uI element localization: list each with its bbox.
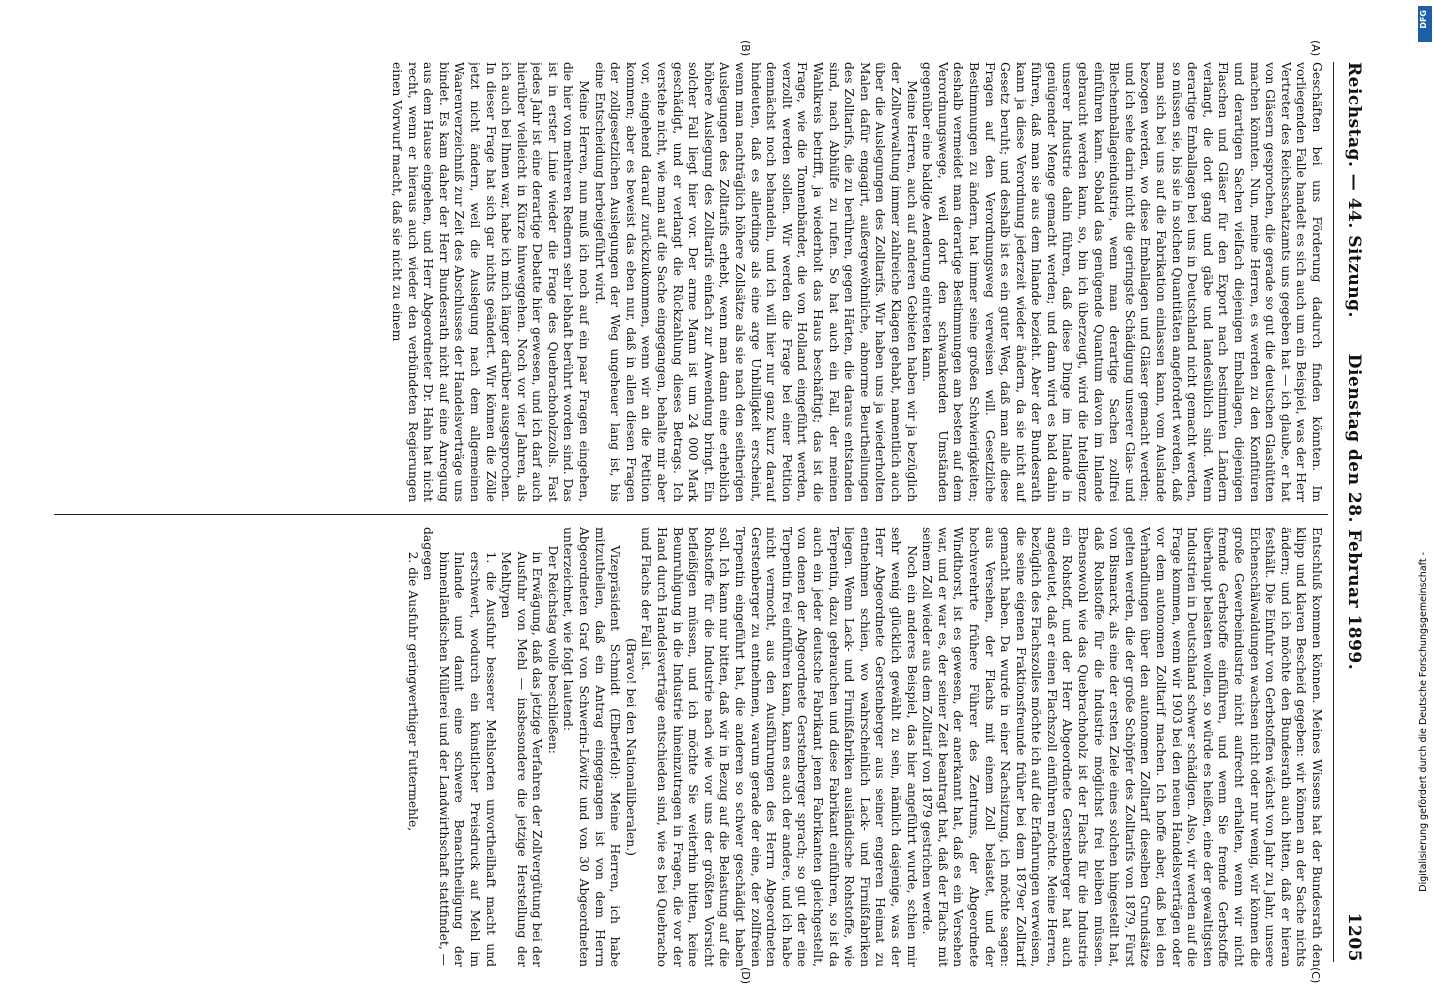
motion-intro: Der Reichstag wolle beschließen: — [545, 545, 560, 754]
paragraph: Meine Herren, nun muß ich noch auf ein paar Fragen eingehen, die hier von mehreren Rednern sehr lebhaft berührt worden sind. Das ist in erster Linie wieder die Frage des Quebrachoholzzolls. Fast jedes Jahr ist eine derartige Debatte hier gewesen, und ich darf auch hierüber vielleicht in Kürze hinweggehen. Noch vor vier Jahren, als ich auch bei Ihnen war, habe ich mich länger darüber ausgesprochen. In dieser Frage hat sich gar nichts geändert. Wir können die Zölle jetzt nicht ändern, weil die Auslegung nach dem allgemeinen Waarenverzeichniß zur Zeit des Abschlusses der Handelsverträge uns bindet. Es kam daher der Herr Bundesrath nicht auf eine Anregung aus dem Hause eingehen, und Herr Abgeordneter Dr. Hahn hat nicht recht, wenn er hieraus auch wieder den verbündeten Regierungen einen Vorwurf macht, daß sie nicht zu einem — [389, 62, 592, 502]
margin-marker-d: (D) — [739, 967, 752, 985]
left-text-column — [54, 62, 1324, 502]
right-text-column — [54, 527, 1324, 967]
page-number: 1205 — [1344, 912, 1364, 962]
applause-note: (Bravo! bei den Nationalliberalen.) — [623, 638, 638, 856]
column-divider — [54, 514, 1328, 515]
dfg-logo — [1418, 6, 1432, 42]
paragraph: Noch ein anderes Beispiel, das hier angeführt wurde, schien mir sehr wenig glücklich gewählt zu sein, nämlich dasjenige, was der Herr Abgeordnete Gerstenberger aus seiner engeren Heimat zu entnehmen schien, wo wahrscheinlich Lack- und Firnißfabriken liegen. Wenn Lack- und Firnißfabriken ausländische Rohstoffe, wie Terpentin, dazu gebrauchen und diese Fabrikant einführen, so ist da auch ein jeder deutsche Fabrikant jenen Fabrikanten gleichgestellt, von denen der Abgeordnete Gerstenberger sprach; so gut der eine Terpentin frei einführen kann, kann es auch der andere, und ich habe nicht vermocht, aus den Ausführungen des Herrn Abgeordneten Gerstenberger zu entnehmen, warum gerade der eine, der zollfreien Terpentin eingeführt hat, die anderen so schwer geschädigt haben soll. Ich kann nur bitten, daß wir in Bezug auf die Belastung auf die Rohstoffe für die Industrie nach wie vor uns der größten Vorsicht befleißigen müssen, und ich möchte Sie weiterhin bitten, keine Beunruhigung in die Industrie hineinzutragen in Fragen, die vor der Hand durch Handelsverträge entschieden sind, wie es bei Quebracho und Flachs der Fall ist. — [639, 527, 919, 967]
motion-connector: dagegen — [421, 527, 436, 581]
page-header — [1334, 62, 1364, 962]
header-rule — [1333, 62, 1334, 962]
motion-item-2: 2. die Ausfuhr geringwerthiger Futtermehle, — [405, 551, 420, 832]
digitization-sidebar — [1416, 0, 1434, 1000]
motion-item-1: 1. die Ausfuhr besserer Mehlsorten unvortheilhaft macht und erschwert, wodurch ein künstlicher Preisdruck auf Mehl im Inlande und damit eine schwere Benachtheiligung der binnenländischen Müllerei und der Landwirthschaft stattfindet, — — [436, 551, 498, 967]
dfg-logo-text: DFG — [1419, 10, 1428, 29]
margin-marker-c: (C) — [1309, 967, 1322, 984]
header-date: Dienstag den 28. Februar 1899. — [1344, 353, 1364, 671]
margin-marker-b: (B) — [739, 40, 752, 57]
dfg-credit-text: Digitalisierung gefördert durch die Deutsche Forschungsgemeinschaft - — [1418, 552, 1429, 892]
paragraph: Geschäften bei uns Förderung dadurch finden könnten. Im vorliegenden Falle handelt es sich auch um ein Beispiel, was der Herr Vertreter des Reichsschatzamts uns gegeben hat — ich glaube, er hat von Gläsern gesprochen, die gerade so gut die deutschen Glashütten machen könnten. Nun, meine Herren, es werden zu den Konfitüren und derartigen Sachen vielfach diejenigen Emballagen, diejenigen Flaschen und Gläser für den Export nach bestimmten Ländern verlangt, die dort gang und gäbe und landesüblich sind. Wenn derartige Emballagen bei uns in Deutschland nicht gemacht werden, so müssen sie, bis sie in solchen Quantitäten angefordert werden, daß man sich bei uns auf die Fabrikation einlassen kann, vom Auslande bezogen werden, wo diese Emballagen und Gläser gemacht werden; und ich sehe darin nicht die geringste Schädigung unserer Glas- und Blechemballageindustrie, wenn man derartige Sachen zollfrei einführen kann. Sobald das genügende Quantum davon im Inlande gebraucht werden kann, so, bin ich überzeugt, wird die Intelligenz unserer Industrie dahin führen, daß diese Dinge im Inlande in genügender Menge gemacht werden; und dann wird es bald dahin führen, daß man sie aus dem Inlande bezieht. Aber der Bundesrath kann ja diese Verordnung jederzeit wieder ändern, da sie nicht auf Gesetz beruht; und deshalb ist es ein guter Weg, daß man alle diese Fragen auf den Verordnungsweg verweisen will. Gesetzliche Bestimmungen zu ändern, hat immer seine großen Schwierigkeiten; deshalb vermeidet man derartige Bestimmungen am besten auf dem Verordnungswege, weil dort den schwankenden Umständen gegenüber eine baldige Aenderung eintreten kann. — [920, 62, 1324, 502]
paragraph: Meine Herren, auch auf anderen Gebieten haben wir ja bezüglich der Zollverwaltung immer zahlreiche Klagen gehabt, namentlich auch über die Auslegungen des Zolltarifs. Wir haben uns ja wiederholten Malen dafür engagirt, außergewöhnliche, abnorme Beurtheilungen des Zolltarifs, die zu berühren, gegen Härten, die daraus entstanden sind, nach Abhülfe zu rufen. So hat auch ein Fall, der meinen Wahlkreis betrifft, ja wiederholt das Haus beschäftigt; das ist die Frage, wie die Tonnenbänder, die von Holland eingeführt werden, verzollt werden sollen. Wir werden die Frage bei einer Petition demnächst noch behandeln, und ich will hier nur ganz kurz darauf hindeuten, daß es allerdings als eine arge Unbilligkeit erscheint, wenn man nachträglich höhere Zollsätze als sie nach den seitherigen Auslegungen des Zolltarifs erhebt, wenn man dann eine erheblich höhere Auslegung des Zolltarifs einfach zur Anwendung bringt. Ein solcher Fall liegt hier vor. Der arme Mann ist um 24 000 Mark geschädigt, und er verlangt die Rückzahlung dieses Betrags. Ich verstehe nicht, wie man auf die Sache eingegangen, behalte mir aber vor, eingehend darauf zurückzukommen, wenn wir an die Petition kommen; aber es beweist das eben nur, daß in allen diesen Fragen der zollgesetzlichen Auslegungen der Weg ungeheuer lang ist, bis eine Entscheidung herbeigeführt wird. — [592, 62, 919, 502]
paragraph: Entschluß kommen können. Meines Wissens hat der Bundesrath den klipp und klaren Bescheid gegeben: wir können an der Sache nichts ändern; und ich möchte den Bundesrath auch bitten, daß er hieran festhält. Die Einfuhr von Gerbstoffen wächst von Jahr zu Jahr, unsere Eichenschälwaldungen wachsen nicht oder nur wenig, wir können die große Gewerbeindustrie nicht aufrecht erhalten, wenn wir nicht fremde Gerbstoffe einführen, und wenn Sie fremde Gerbstoffe überhaupt belasten wollen, so würde es heißen, eine der gewaltigsten Industrien in Deutschland schwer schädigen. Also, wir werden auf die Frage kommen, wenn wir 1903 bei den neuen Handelsverträgen oder vor dem autonomen Zolltarif machen. Ich hoffe aber, daß bei den Verhandlungen über den autonomen Zolltarif dieselben Grundsätze gelten werden, die der große Schöpfer des Zolltarifs von 1879, Fürst von Bismarck, als eine der ersten Ziele eines solchen hingestellt hat, daß Rohstoffe für die Industrie möglichst frei bleiben müssen. Ebensowohl wie das Quebrachoholz ist der Flachs für die Industrie ein Rohstoff, und der Herr Abgeordnete Gerstenberger hat auch angedeutet, daß er einen Flachszoll einführen möchte. Meine Herren, bezüglich des Flachszolles möchte ich auf die Erfahrungen verweisen, die seine eigenen Fraktionsfreunde früher bei dem 1879er Zolltarif gemacht haben. Da wurde in einer Nachsitzung, ich möchte sagen: aus Versehen, der Flachs mit einem Zoll belastet, und der hochverehrte frühere Führer des Zentrums, der Abgeordnete Windthorst, ist es gewesen, der anerkannt hat, daß es ein Versehen war, und er war es, der seiner Zeit beantragt hat, daß der Flachs mit seinem Zoll wieder aus dem Zolltarif von 1879 gestrichen werde. — [920, 527, 1324, 967]
speaker-paragraph: Vizepräsident Schmidt (Elberfeld): Meine Herren, ich habe mitzutheilen, daß ein Antrag eingegangen ist von dem Herrn Abgeordneten Graf von Schwerin-Löwitz und von 30 Abgeordneten unterzeichnet, wie folgt lautend: — [561, 527, 623, 967]
rotated-document-page — [38, 22, 1378, 985]
margin-marker-a: (A) — [1309, 40, 1322, 57]
motion-text: in Erwägung, daß das jetzige Verfahren der Zollvergütung bei der Ausfuhr von Mehl — insbesondere die jetzige Herstellung der Mehltypen — [499, 551, 545, 967]
header-session: Reichstag. — 44. Sitzung. — [1344, 62, 1364, 318]
